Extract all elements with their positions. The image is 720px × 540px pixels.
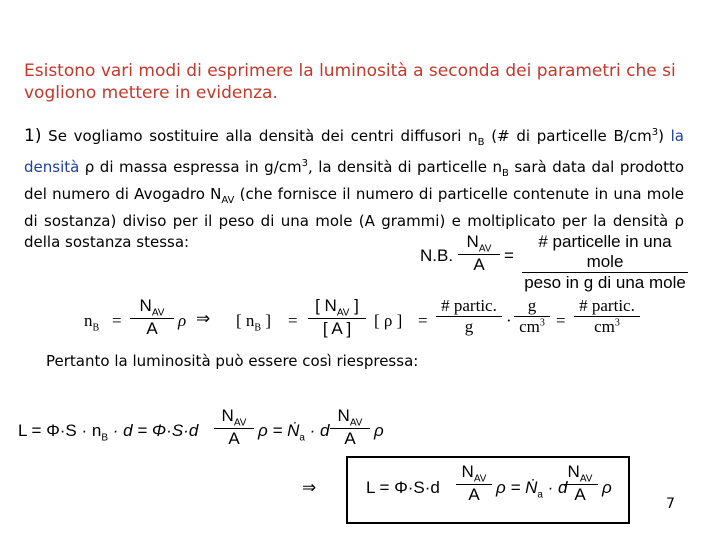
eq2-dot: ·: [506, 311, 512, 330]
eq1-nav-sub: AV: [478, 243, 492, 255]
eq3-frac-2: $N_{AV}$ A: [330, 406, 370, 449]
implies-arrow: ⇒: [302, 478, 317, 497]
eq4-frac-2: $N_{AV}$ A: [562, 462, 598, 505]
intro-text: Esistono vari modi di esprimere la luminosità a seconda dei parametri che si vogliono mettere in evidenza.: [24, 61, 676, 103]
eq2-frac: $N_{AV}$ A: [130, 296, 174, 339]
subscript-b: B: [477, 137, 485, 148]
eq4-mid: ρ = Ṅ$_a$ · d: [496, 478, 568, 501]
eq1-frac: [458, 232, 500, 275]
pertanto-text: Pertanto la luminosità può essere così riespressa:: [46, 352, 419, 370]
eq1-rhs-den: peso in g di una mole: [524, 273, 686, 292]
eq3-rho: ρ: [374, 421, 384, 440]
eq1-rhs-frac: [522, 232, 688, 293]
eq2-g-frac: g $cm^3$: [514, 296, 550, 337]
rho-symbol: ρ: [79, 158, 95, 176]
highlighted-text: la densità: [24, 127, 684, 176]
paragraph-text-1: Se vogliamo sostituire alla densità dei centri diffusori n: [41, 127, 478, 145]
eq2-implies: ⇒: [196, 309, 211, 328]
eq1-equals: =: [504, 246, 514, 265]
eq3-rho-eq: ρ = Ṅ$_a$ · d: [258, 421, 330, 444]
paragraph-text-3: ): [658, 127, 671, 145]
subscript-av: AV: [221, 195, 235, 206]
eq3-frac: $N_{AV}$ A: [214, 406, 254, 449]
eq1-nav-den: A: [473, 255, 485, 275]
paragraph-text-7: (che fornisce il numero di particelle contenute in una mole di sostanza) diviso per il peso di una mole (A grammi) e moltiplicato per la densità ρ della sostanza stessa:: [24, 185, 684, 251]
eq4-frac: $N_{AV}$ A: [456, 462, 492, 505]
eq2-dims-lhs: [ $n_B$ ]: [236, 311, 272, 334]
eq2-lhs: $n_B$: [84, 311, 100, 334]
eq1-nav-num: N: [466, 232, 479, 251]
paragraph-text-2: (# di particelle B/cm: [484, 127, 652, 145]
eq1-lhs: N.B.: [420, 246, 454, 265]
eq2-equals-3: =: [418, 311, 428, 330]
paragraph-text-6: sarà data dal prodotto del numero di Avogadro N: [24, 158, 685, 203]
superscript-3: 3: [651, 127, 659, 138]
eq2-rho: ρ: [178, 311, 187, 330]
paragraph-number: 1): [24, 126, 42, 146]
eq2-dims-rho: [ ρ ]: [374, 311, 403, 330]
paragraph-text-5: , la densità di particelle n: [307, 158, 502, 176]
eq4-lhs: L = Φ·S·d: [366, 478, 440, 497]
superscript-3b: 3: [301, 158, 308, 169]
eq2-equals-1: =: [112, 311, 122, 330]
eq2-partic-frac: # partic. g: [436, 296, 502, 337]
paragraph-text-4: di massa espressa in g/cm: [94, 158, 302, 176]
eq2-equals-2: =: [288, 311, 298, 330]
eq1-rhs-num: # particelle in una mole: [538, 232, 672, 271]
eq2-dims-frac: [ $N_{AV}$ ] [ A ]: [308, 296, 366, 339]
eq3-lhs: $L = \Phi\cdot S \cdot n_B \cdot d = \Phi\cdot S\cdot d$: [18, 421, 199, 444]
subscript-b2: B: [502, 168, 509, 179]
page-number: 7: [666, 496, 675, 512]
eq2-final-frac: # partic. $cm^3$: [574, 296, 640, 337]
eq2-equals-4: =: [556, 311, 566, 330]
eq4-rho: ρ: [602, 478, 612, 497]
